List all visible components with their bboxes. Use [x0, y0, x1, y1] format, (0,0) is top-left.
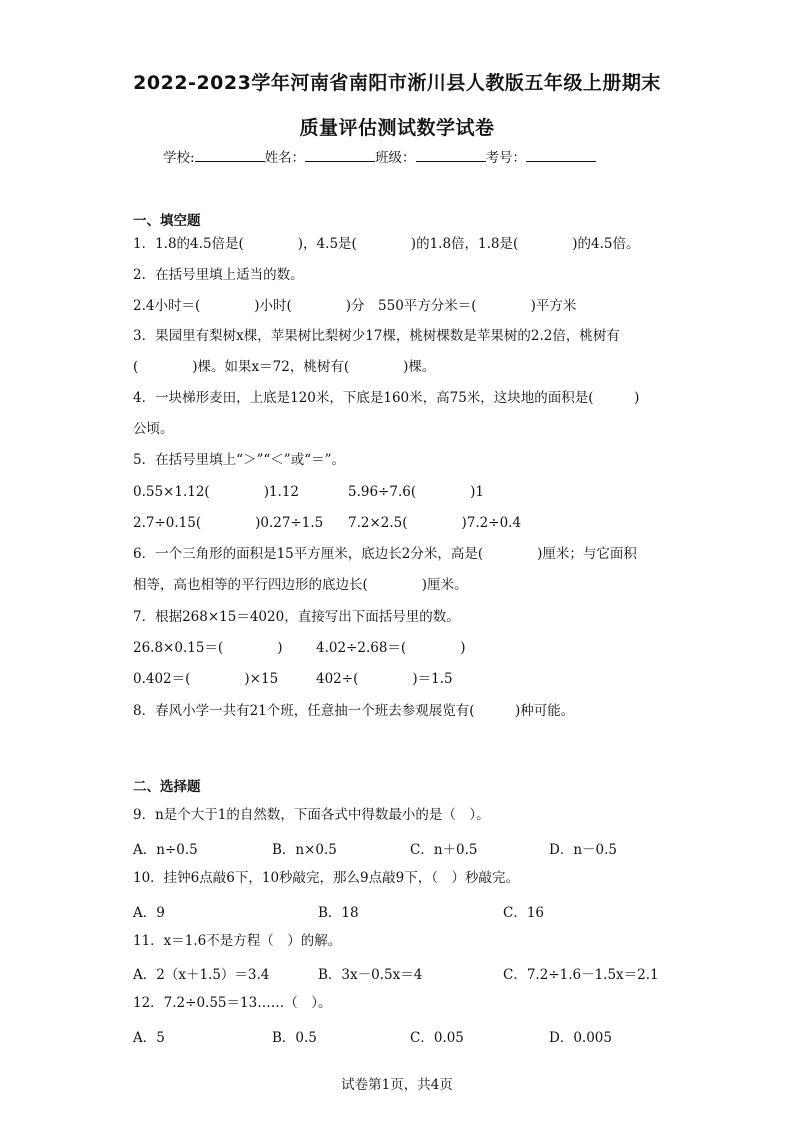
question-5-item-a2: 5.96÷7.6( )1 — [348, 484, 484, 500]
page-footer: 试卷第1页，共4页 — [341, 1077, 453, 1093]
question-7-item-b2: 402÷( )＝1.5 — [316, 671, 453, 687]
question-10-option-b[interactable]: B．18 — [318, 905, 359, 921]
school-blank[interactable] — [195, 149, 265, 162]
section-choice-title: 二、选择题 — [133, 779, 201, 795]
question-9: 9．n是个大于1的自然数，下面各式中得数最小的是（ ）。 — [133, 807, 490, 823]
name-label: 姓名： — [264, 150, 306, 166]
name-blank[interactable] — [305, 149, 375, 162]
question-12-option-b[interactable]: B．0.5 — [272, 1030, 317, 1046]
question-5-item-b2: 7.2×2.5( )7.2÷0.4 — [348, 515, 522, 531]
title-line-1: 2022-2023学年河南省南阳市淅川县人教版五年级上册期末 — [133, 72, 661, 94]
question-4-line-2: 公顷。 — [133, 421, 174, 437]
question-2-items: 2.4小时＝( )小时( )分 550平方分米＝( )平方米 — [133, 298, 577, 314]
title-line-2: 质量评估测试数学试卷 — [299, 117, 495, 139]
question-10: 10．挂钟6点敲6下，10秒敲完，那么9点敲9下，（ ）秒敲完。 — [133, 870, 519, 886]
question-12-option-d[interactable]: D．0.005 — [549, 1030, 612, 1046]
question-9-option-b[interactable]: B．n×0.5 — [272, 842, 337, 858]
exam-no-label: 考号： — [485, 150, 527, 166]
question-7-item-a2: 4.02÷2.68＝( ) — [316, 640, 466, 656]
question-11-option-a[interactable]: A．2（x＋1.5）＝3.4 — [133, 967, 270, 983]
student-info-row — [163, 146, 596, 166]
question-12: 12．7.2÷0.55＝13……（ ）。 — [133, 995, 332, 1011]
question-6-line-1: 6．一个三角形的面积是15平方厘米，底边长2分米，高是( )厘米；与它面积 — [133, 546, 637, 562]
question-6-line-2: 相等，高也相等的平行四边形的底边长( )厘米。 — [133, 577, 468, 593]
question-7: 7．根据268×15＝4020，直接写出下面括号里的数。 — [133, 609, 460, 625]
question-5-item-a1: 0.55×1.12( )1.12 — [133, 484, 300, 500]
question-2: 2．在括号里填上适当的数。 — [133, 267, 304, 283]
question-11-option-c[interactable]: C．7.2÷1.6－1.5x＝2.1 — [503, 967, 659, 983]
class-blank[interactable] — [416, 149, 486, 162]
question-9-option-c[interactable]: C．n＋0.5 — [410, 842, 478, 858]
question-9-option-a[interactable]: A．n÷0.5 — [133, 842, 198, 858]
question-11-option-b[interactable]: B．3x－0.5x＝4 — [318, 967, 423, 983]
question-10-option-c[interactable]: C．16 — [503, 905, 545, 921]
question-12-option-c[interactable]: C．0.05 — [410, 1030, 464, 1046]
question-11: 11．x＝1.6不是方程（ ）的解。 — [133, 933, 342, 949]
school-label: 学校: — [163, 150, 195, 166]
question-7-item-b1: 0.402＝( )×15 — [133, 671, 279, 687]
question-4-line-1: 4．一块梯形麦田，上底是120米，下底是160米，高75米，这块地的面积是( ) — [133, 390, 640, 406]
exam-no-blank[interactable] — [526, 149, 596, 162]
question-7-item-a1: 26.8×0.15＝( ) — [133, 640, 283, 656]
question-1: 1．1.8的4.5倍是( )，4.5是( )的1.8倍，1.8是( )的4.5倍。 — [133, 236, 640, 252]
question-8: 8．春风小学一共有21个班，任意抽一个班去参观展览有( )种可能。 — [133, 703, 575, 719]
question-5: 5．在括号里填上“＞”“＜”或“＝”。 — [133, 452, 345, 468]
question-10-option-a[interactable]: A．9 — [133, 905, 165, 921]
section-fill-in-title: 一、填空题 — [133, 213, 201, 229]
question-3-line-2: ( )棵。如果x＝72，桃树有( )棵。 — [133, 359, 436, 375]
question-9-option-d[interactable]: D．n－0.5 — [549, 842, 617, 858]
class-label: 班级： — [375, 150, 416, 166]
question-12-option-a[interactable]: A．5 — [133, 1030, 165, 1046]
question-5-item-b1: 2.7÷0.15( )0.27÷1.5 — [133, 515, 324, 531]
question-3-line-1: 3．果园里有梨树x棵，苹果树比梨树少17棵，桃树棵数是苹果树的2.2倍，桃树有 — [133, 328, 620, 344]
